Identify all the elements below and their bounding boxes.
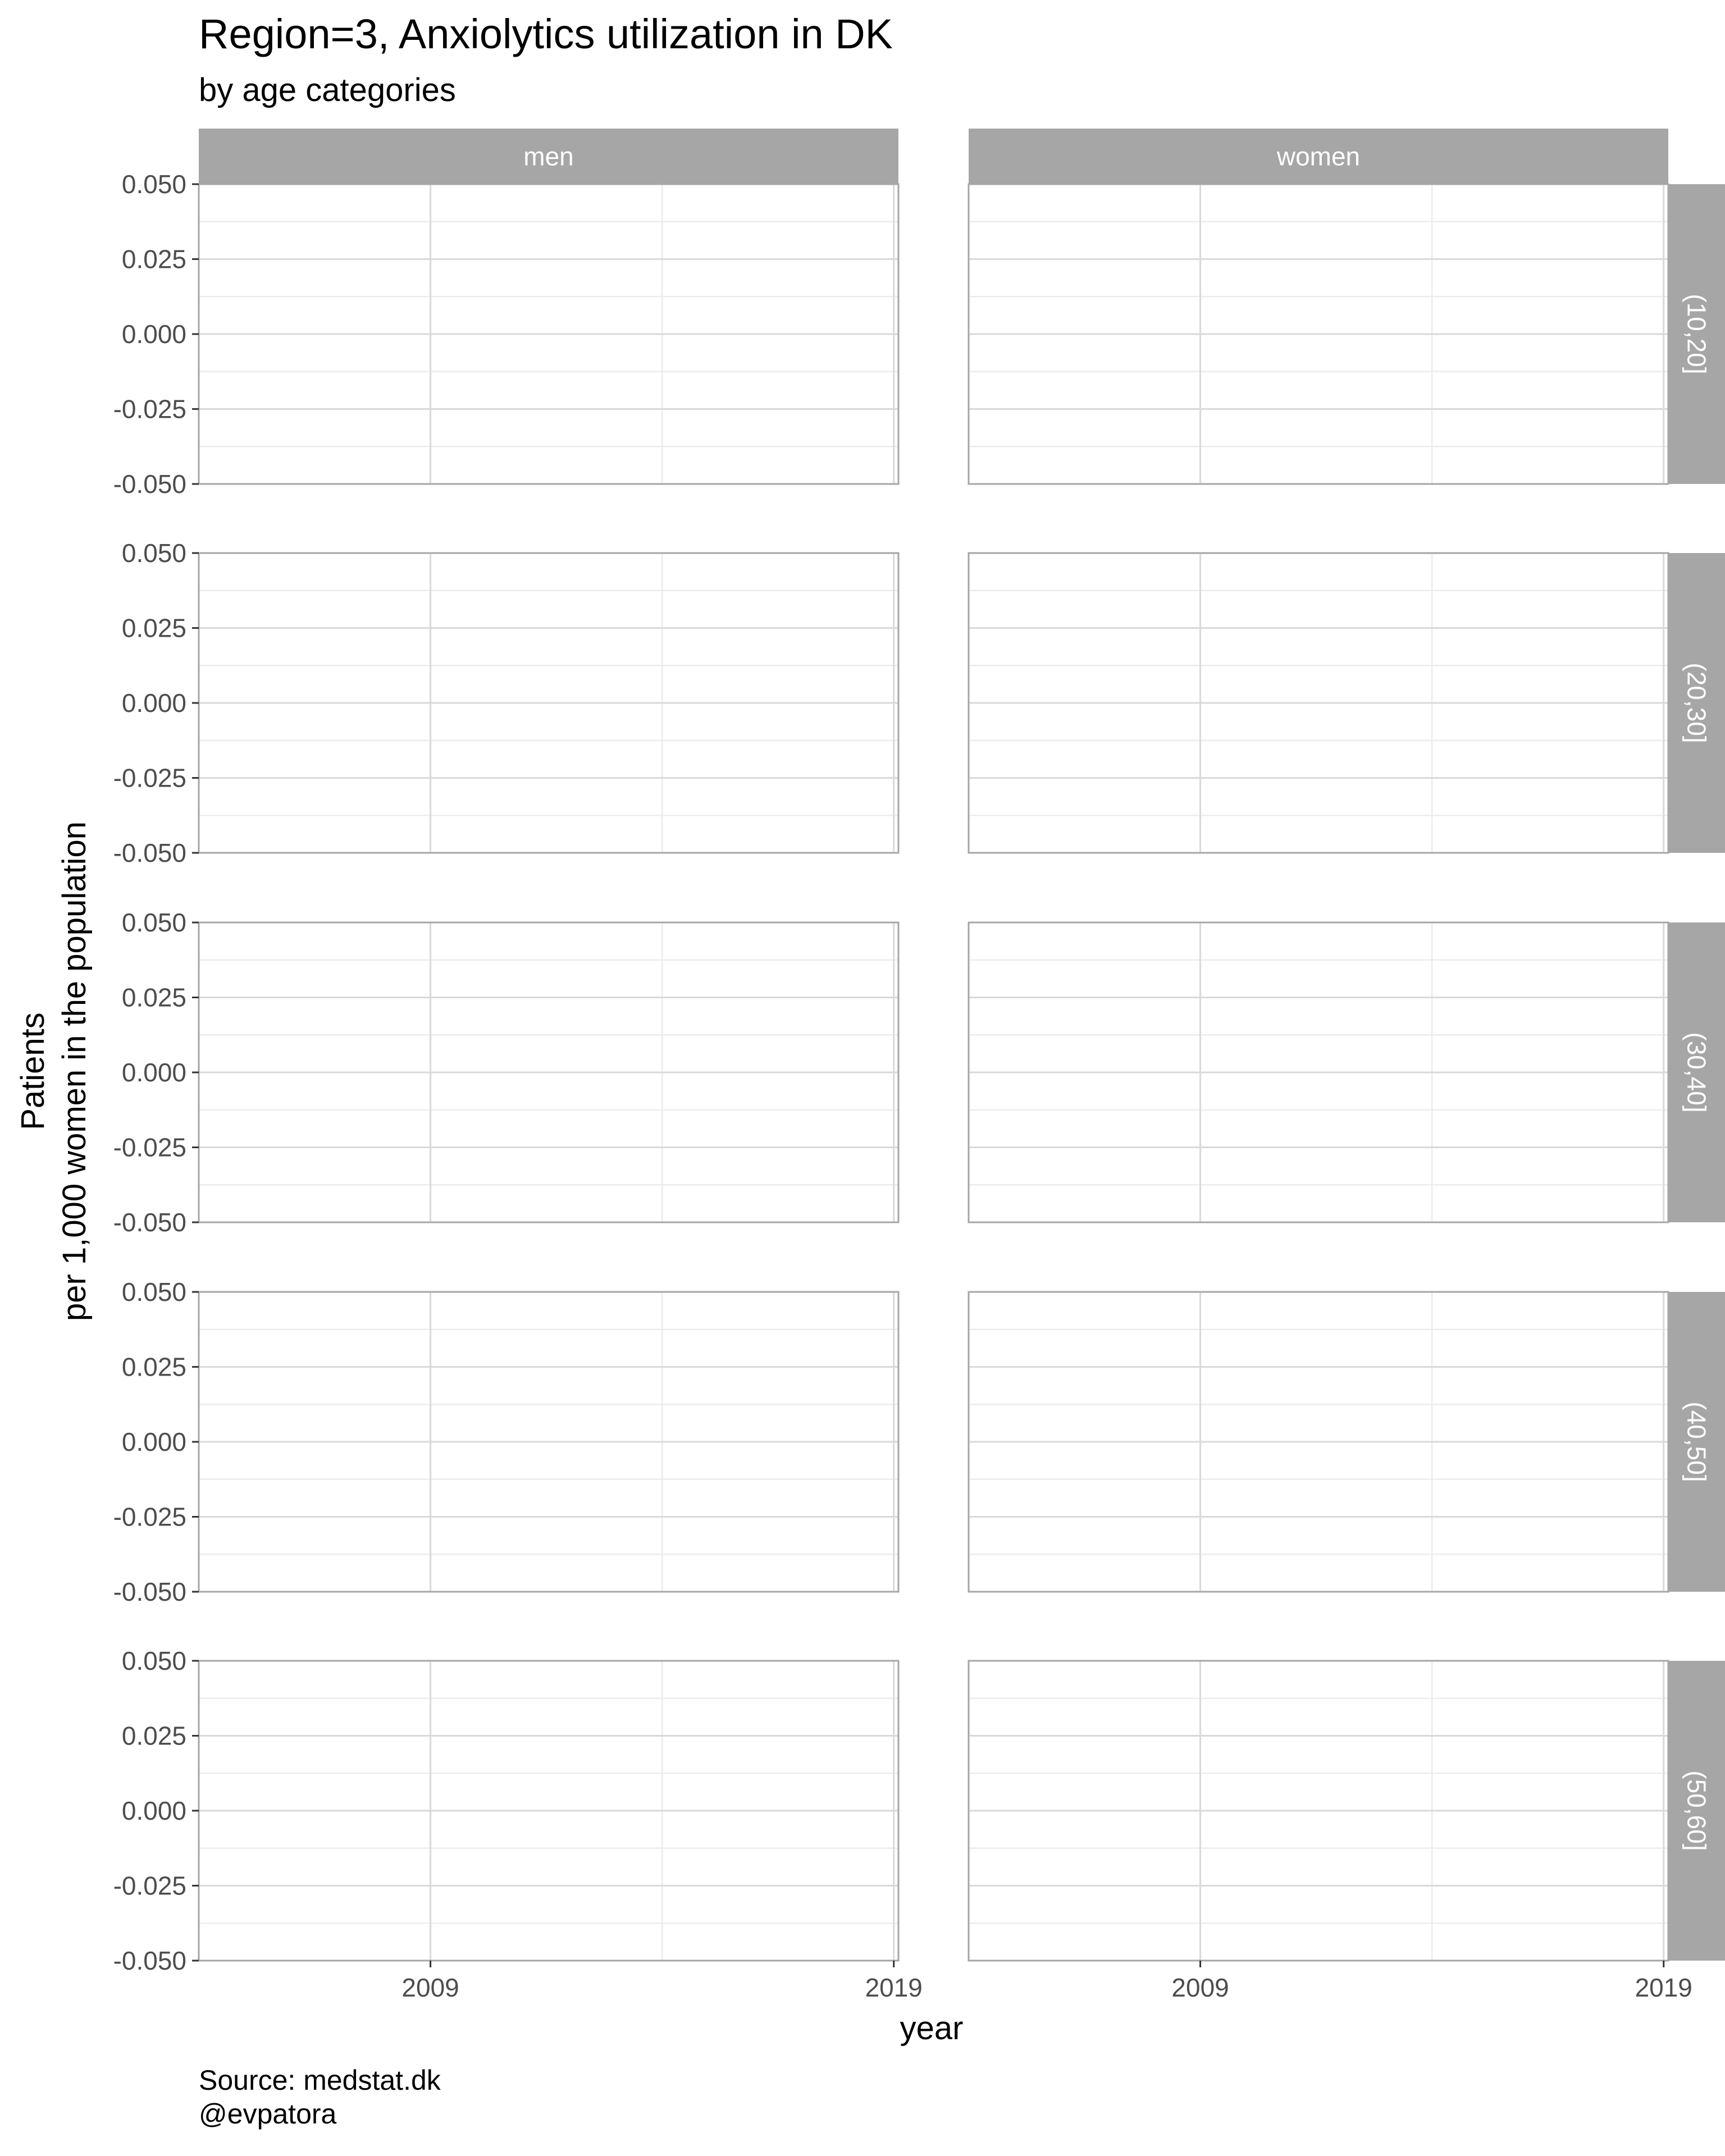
panel-men-row-2	[113, 538, 898, 867]
y-tick-label: -0.050	[113, 838, 186, 867]
y-tick-label: 0.050	[121, 538, 186, 568]
chart-title: Region=3, Anxiolytics utilization in DK	[199, 11, 893, 57]
x-tick-label: 2009	[401, 1973, 459, 2002]
y-tick-label: -0.025	[113, 1132, 186, 1162]
y-tick-label: -0.050	[113, 1577, 186, 1606]
chart-subtitle: by age categories	[199, 72, 456, 108]
facet-strip-label-women: women	[1276, 141, 1361, 171]
panel-women-row-2	[969, 553, 1668, 853]
panel-women-row-3	[969, 922, 1668, 1222]
y-tick-label: 0.025	[121, 1721, 186, 1751]
facet-strip-label-row-3: (30,40]	[1682, 1032, 1712, 1113]
y-tick-label: -0.050	[113, 469, 186, 499]
panel-women-row-5	[969, 1661, 1692, 2002]
panel-men-row-4	[113, 1277, 898, 1606]
facet-strip-label-row-4: (40,50]	[1682, 1401, 1712, 1482]
y-tick-label: 0.000	[121, 688, 186, 718]
x-tick-label: 2019	[865, 1973, 923, 2002]
y-tick-label: 0.000	[121, 1427, 186, 1456]
y-tick-label: 0.050	[121, 170, 186, 199]
x-axis-title: year	[900, 2010, 964, 2047]
y-tick-label: -0.025	[113, 1502, 186, 1532]
facet-strip-label-men: men	[523, 141, 574, 171]
facet-panels	[113, 129, 1725, 2002]
x-tick-label: 2009	[1171, 1973, 1229, 2002]
panel-women-row-1	[969, 184, 1668, 484]
y-tick-label: 0.025	[121, 244, 186, 274]
facet-strip-label-row-5: (50,60]	[1682, 1770, 1712, 1851]
panel-women-row-4	[969, 1292, 1668, 1592]
y-tick-label: 0.025	[121, 613, 186, 643]
panel-men-row-1	[113, 170, 898, 499]
panel-men-row-3	[113, 908, 898, 1237]
y-tick-label: 0.000	[121, 319, 186, 349]
caption-author: @evpatora	[199, 2098, 337, 2130]
y-tick-label: 0.025	[121, 1352, 186, 1382]
y-axis-title	[15, 821, 93, 1321]
facet-strip-label-row-2: (20,30]	[1682, 663, 1712, 743]
panel-men-row-5	[113, 1646, 923, 2002]
x-tick-label: 2019	[1635, 1973, 1692, 2002]
y-tick-label: 0.050	[121, 1277, 186, 1307]
y-tick-label: -0.050	[113, 1946, 186, 1975]
y-axis-title-line-2: per 1,000 women in the population	[56, 821, 93, 1321]
y-tick-label: -0.025	[113, 1871, 186, 1901]
y-tick-label: 0.000	[121, 1796, 186, 1825]
facet-strip-label-row-1: (10,20]	[1682, 294, 1712, 374]
y-tick-label: -0.025	[113, 763, 186, 793]
caption-source: Source: medstat.dk	[199, 2064, 441, 2096]
y-tick-label: 0.000	[121, 1058, 186, 1087]
y-tick-label: -0.050	[113, 1208, 186, 1237]
y-tick-label: 0.050	[121, 908, 186, 937]
y-tick-label: 0.050	[121, 1646, 186, 1675]
y-axis-title-line-1: Patients	[15, 1012, 51, 1130]
y-tick-label: 0.025	[121, 983, 186, 1012]
y-tick-label: -0.025	[113, 394, 186, 424]
